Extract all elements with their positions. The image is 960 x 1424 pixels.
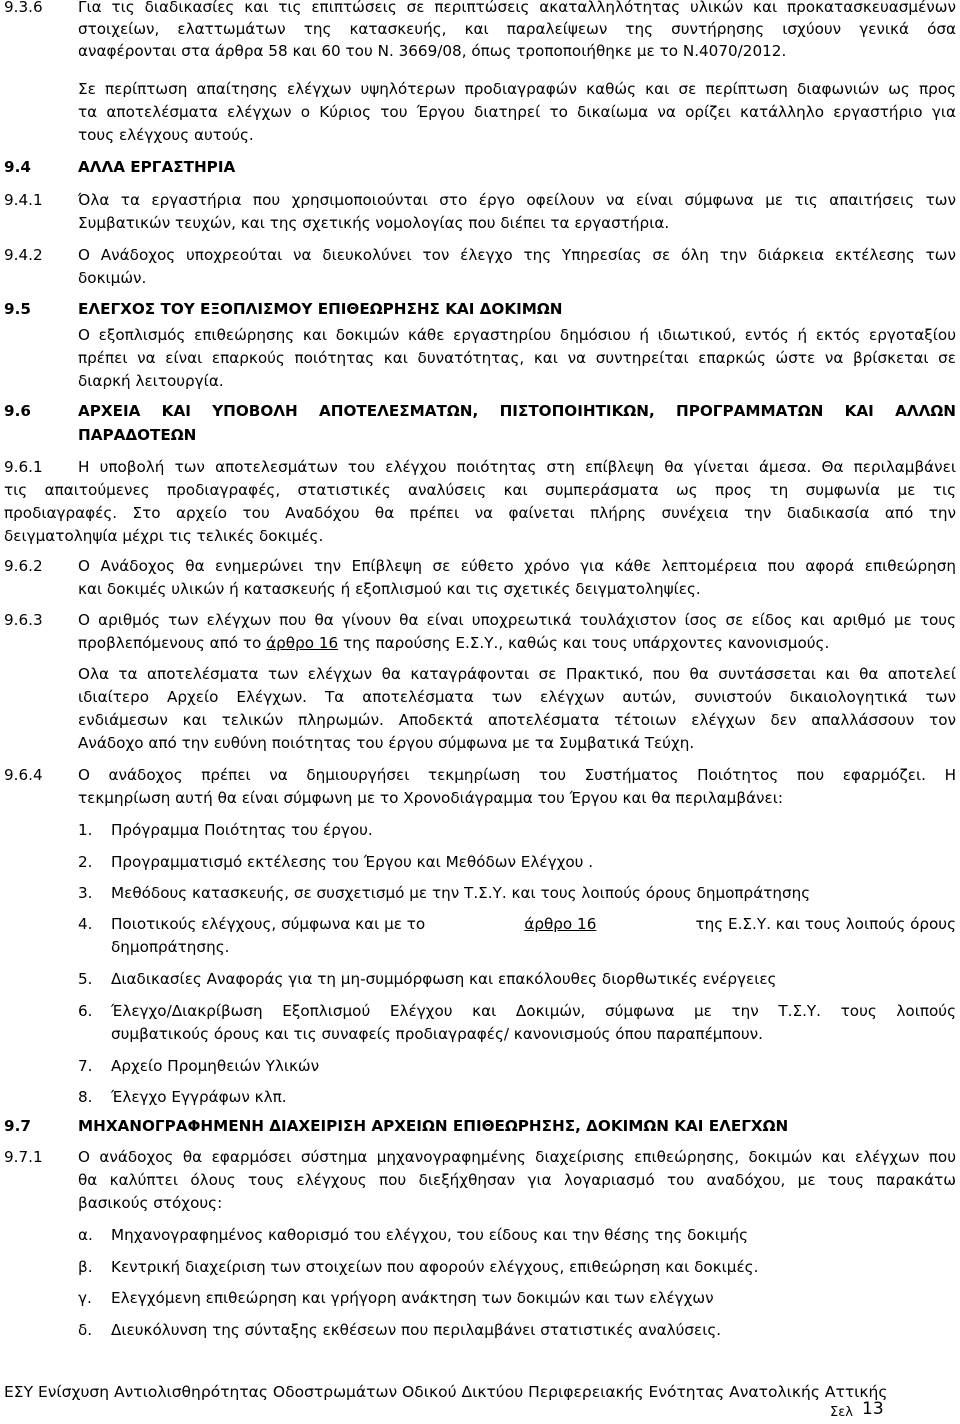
text-line: ενδιάμεσων και τελικών πληρωμών. Αποδεκτά αποτελέσματα τέτοιων ελέγχων δεν απαλλάσσουν τον: [78, 711, 956, 729]
text-line: τους ελέγχους αυτούς.: [78, 126, 254, 144]
text-line: Ο εξοπλισμός επιθεώρησης και δοκιμών κάθε εργαστηρίου δημόσιου ή ιδιωτικού, εντός ή εκτός εργοταξίου: [78, 326, 956, 344]
list-number: 1.: [78, 821, 93, 839]
text-line: Σε περίπτωση απαίτησης ελέγχων υψηλότερων προδιαγραφών καθώς και σε περίπτωση διαφωνιών ως προς: [78, 80, 956, 98]
text-line: τεκμηρίωση αυτή θα είναι σύμφωνη με το Χρονοδιάγραμμα του Έργου και θα περιλαμβάνει:: [78, 789, 784, 807]
text-line: Ολα τα αποτελέσματα των ελέγχων θα καταγράφονται σε Πρακτικό, που θα συντάσσεται και θα αποτελεί: [78, 665, 956, 683]
text-line: Για τις διαδικασίες και τις επιπτώσεις σε περιπτώσεις ακαταλληλότητας υλικών και προκατασκευασμένων: [78, 0, 956, 16]
section-heading: ΑΡΧΕΙΑ ΚΑΙ ΥΠΟΒΟΛΗ ΑΠΟΤΕΛΕΣΜΑΤΩΝ, ΠΙΣΤΟΠΟΙΗΤΙΚΩΝ, ΠΡΟΓΡΑΜΜΑΤΩΝ ΚΑΙ ΑΛΛΩΝ: [78, 402, 956, 420]
text-line: και δοκιμές υλικών ή κατασκευής ή εξοπλισμού και τις σχετικές δειγματοληψίες.: [78, 580, 701, 598]
list-number: δ.: [78, 1321, 93, 1339]
list-number: γ.: [78, 1289, 92, 1307]
text-line: Η υποβολή των αποτελεσμάτων του ελέγχου ποιότητας στη επίβλεψη θα γίνεται άμεσα. Θα περιλαμβάνει: [78, 458, 956, 476]
section-number: 9.4: [4, 158, 31, 176]
text-segment: της παρούσης Ε.Σ.Υ., καθώς και τους υπάρχοντες κανονισμούς.: [338, 634, 830, 652]
section-number: 9.6.2: [4, 557, 43, 575]
text-line: Ανάδοχο από την ευθύνη ποιότητας του έργου σύμφωνα με τα Συμβατικά Τεύχη.: [78, 734, 695, 752]
section-number: 9.6: [4, 402, 31, 420]
text-segment: της Ε.Σ.Υ. και τους λοιπούς όρους: [695, 915, 956, 933]
section-heading: ΜΗΧΑΝΟΓΡΑΦΗΜΕΝΗ ΔΙΑΧΕΙΡΙΣΗ ΑΡΧΕΙΩΝ ΕΠΙΘΕΩΡΗΣΗΣ, ΔΟΚΙΜΩΝ ΚΑΙ ΕΛΕΓΧΩΝ: [78, 1117, 789, 1135]
section-heading: ΠΑΡΑΔΟΤΕΩΝ: [78, 426, 197, 444]
text-line: Ο αριθμός των ελέγχων που θα γίνουν θα είναι υποχρεωτικά τουλάχιστον ίσος σε είδος και αριθμό με τους: [78, 611, 956, 629]
list-number: 8.: [78, 1088, 93, 1106]
list-item: Έλεγχο Εγγράφων κλπ.: [111, 1088, 287, 1106]
text-line: θα καλύπτει όλους τους ελέγχους που διεξήχθησαν για λογαριασμό του αναδόχου, με τους παρακάτω: [78, 1171, 956, 1189]
section-number: 9.6.3: [4, 611, 43, 629]
list-item: Μηχανογραφημένος καθορισμό του ελέγχου, του είδους και την θέσης της δοκιμής: [111, 1226, 749, 1244]
section-number: 9.6.4: [4, 766, 43, 784]
section-heading: ΑΛΛΑ ΕΡΓΑΣΤΗΡΙΑ: [78, 158, 236, 176]
text-line: αναφέρονται στα άρθρα 58 και 60 του Ν. 3669/08, όπως τροποποιήθηκε με το Ν.4070/2012.: [78, 42, 787, 60]
section-number: 9.3.6: [4, 0, 43, 16]
list-number: β.: [78, 1258, 93, 1276]
text-line: Ο Ανάδοχος θα ενημερώνει την Επίβλεψη σε εύθετο χρόνο για κάθε λεπτομέρεια που αφορά επιθεώρηση: [78, 557, 956, 575]
text-line: τα αποτελέσματα ελέγχων ο Κύριος του Έργου διατηρεί το δικαίωμα να ορίζει κατάλληλο εργαστήριο για: [78, 103, 956, 121]
text-line: Ο Ανάδοχος υποχρεούται να διευκολύνει τον έλεγχο της Υπηρεσίας σε όλη την διάρκεια εκτέλεσης των: [78, 246, 956, 264]
section-number: 9.7.1: [4, 1148, 43, 1166]
page-number: 13: [862, 1399, 884, 1419]
article-16-link[interactable]: άρθρο 16: [266, 634, 339, 652]
section-number: 9.6.1: [4, 458, 43, 476]
list-number: 3.: [78, 884, 93, 902]
text-line: τις απαιτούμενες προδιαγραφές, στατιστικές αναλύσεις και συμπεράσματα ως προς τη συμφωνία με τις: [4, 481, 956, 499]
text-line: δοκιμών.: [78, 269, 147, 287]
text-segment: Ποιοτικούς ελέγχους, σύμφωνα και με το: [111, 915, 426, 933]
list-item: Αρχείο Προμηθειών Υλικών: [111, 1057, 320, 1075]
text-segment: προβλεπόμενους από το: [78, 634, 267, 652]
text-line: Ο ανάδοχος πρέπει να δημιουργήσει τεκμηρίωση του Συστήματος Ποιότητος που εφαρμόζει. Η: [78, 766, 956, 784]
section-heading: ΕΛΕΓΧΟΣ ΤΟΥ ΕΞΟΠΛΙΣΜΟΥ ΕΠΙΘΕΩΡΗΣΗΣ ΚΑΙ ΔΟΚΙΜΩΝ: [78, 300, 563, 318]
list-number: 6.: [78, 1002, 93, 1020]
list-item: Κεντρική διαχείριση των στοιχείων που αφορούν ελέγχους, επιθεώρηση και δοκιμές.: [111, 1258, 759, 1276]
footer-text: ΕΣΥ Ενίσχυση Αντιολισθηρότητας Οδοστρωμάτων Οδικού Δικτύου Περιφερειακής Ενότητας Ανατολικής Αττικής: [4, 1383, 888, 1401]
text-line: βασικούς στόχους:: [78, 1194, 223, 1212]
list-item: Προγραμματισμό εκτέλεσης του Έργου και Μεθόδων Ελέγχου .: [111, 853, 594, 871]
list-item: δημοπράτησης.: [111, 938, 230, 956]
text-line: Συμβατικών τευχών, και της σχετικής νομολογίας που διέπει τα εργαστήρια.: [78, 214, 670, 232]
list-item: Διευκόλυνση της σύνταξης εκθέσεων που περιλαμβάνει στατιστικές αναλύσεις.: [111, 1321, 722, 1339]
section-number: 9.4.2: [4, 246, 43, 264]
list-item: συμβατικούς όρους και τις συναφείς προδιαγραφές/ κανονισμούς όπου παραπέμπουν.: [111, 1025, 763, 1043]
list-item: Έλεγχο/Διακρίβωση Εξοπλισμού Ελέγχου και Δοκιμών, σύμφωνα με την Τ.Σ.Υ. τους λοιπούς: [111, 1002, 956, 1020]
list-item: Διαδικασίες Αναφοράς για τη μη-συμμόρφωση και επακόλουθες διορθωτικές ενέργειες: [111, 970, 777, 988]
list-item: [111, 913, 956, 935]
list-number: 4.: [78, 915, 93, 933]
text-line: πρέπει να είναι επαρκούς ποιότητας και δυνατότητας, και να συντηρείται επαρκώς ώστε να βρίσκεται σε: [78, 349, 956, 367]
text-line: προδιαγραφές. Στο αρχείο του Αναδόχου θα πρέπει να φαίνεται πλήρης συνέχεια την διαδικασία από την: [4, 504, 956, 522]
section-number: 9.4.1: [4, 191, 43, 209]
text-line: Όλα τα εργαστήρια που χρησιμοποιούνται στο έργο οφείλουν να είναι σύμφωνα με τις απαιτήσεις των: [78, 191, 956, 209]
text-line: διαρκή λειτουργία.: [78, 372, 224, 390]
list-number: 2.: [78, 853, 93, 871]
list-item: Μεθόδους κατασκευής, σε συσχετισμό με την Τ.Σ.Υ. και τους λοιπούς όρους δημοπράτησης: [111, 884, 811, 902]
article-16-link[interactable]: άρθρο 16: [524, 915, 597, 933]
section-number: 9.5: [4, 300, 31, 318]
section-number: 9.7: [4, 1117, 31, 1135]
page-number-label: Σελ: [830, 1405, 853, 1420]
text-line: δειγματοληψία μέχρι τις τελικές δοκιμές.: [4, 527, 324, 545]
list-item: Πρόγραμμα Ποιότητας του έργου.: [111, 821, 373, 839]
text-line: στοιχείων, ελαττωμάτων της κατασκευής, και παραλείψεων της συντήρησης ισχύουν γενικά όσα: [78, 20, 956, 38]
text-line: ιδιαίτερο Αρχείο Ελέγχων. Τα αποτελέσματα των ελέγχων αυτών, συνιστούν δικαιολογητικά των: [78, 688, 956, 706]
list-number: 7.: [78, 1057, 93, 1075]
text-line: Ο ανάδοχος θα εφαρμόσει σύστημα μηχανογραφημένης διαχείρισης επιθεώρησης, δοκιμών και ελέγχων που: [78, 1148, 956, 1166]
text-line: [78, 632, 829, 654]
list-number: 5.: [78, 970, 93, 988]
list-number: α.: [78, 1226, 93, 1244]
list-item: Ελεγχόμενη επιθεώρηση και γρήγορη ανάκτηση των δοκιμών και των ελέγχων: [111, 1289, 714, 1307]
